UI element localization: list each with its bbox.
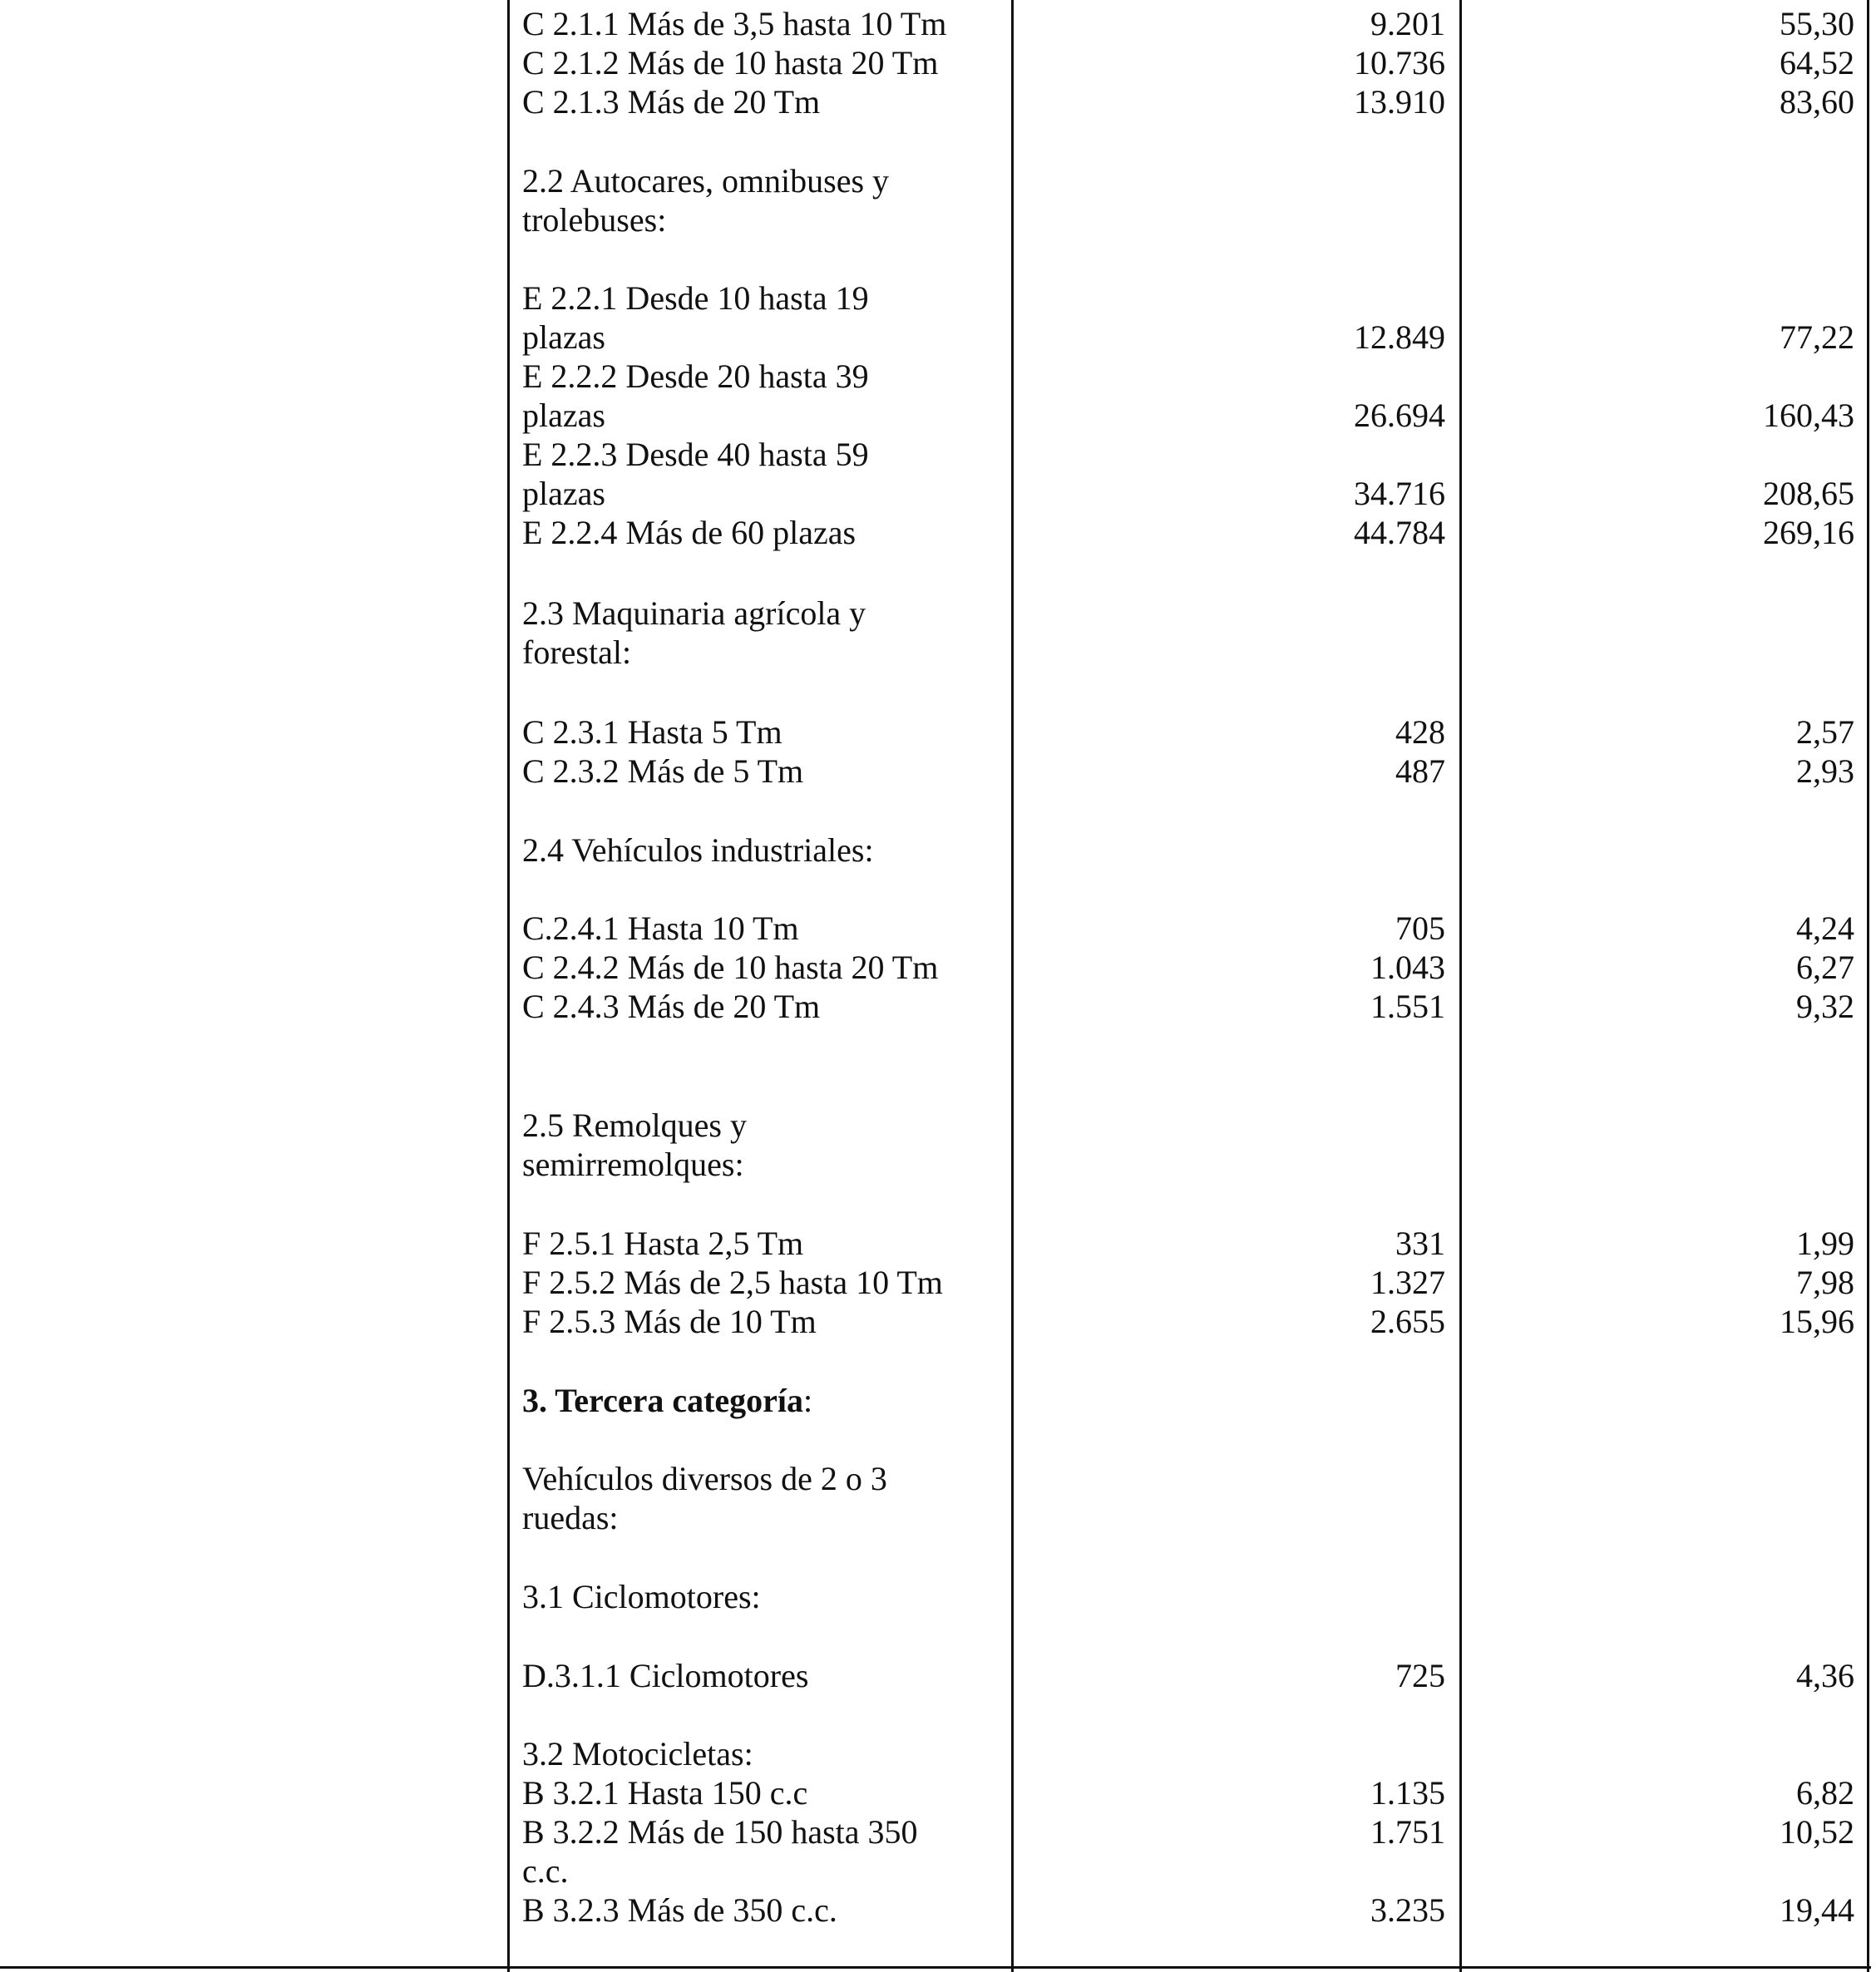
row-euros: 55,30 <box>1780 5 1854 42</box>
row-euros: 4,36 <box>1796 1657 1854 1694</box>
row-description: trolebuses: <box>522 201 667 239</box>
row-euros: 10,52 <box>1780 1813 1854 1851</box>
row-12 <box>0 594 1876 633</box>
row-0 <box>0 4 1876 43</box>
row-euros: 6,27 <box>1796 949 1854 986</box>
row-20 <box>0 1106 1876 1145</box>
row-32 <box>0 1812 1876 1851</box>
row-1 <box>0 43 1876 82</box>
row-pesetas: 12.849 <box>1354 318 1445 356</box>
row-15 <box>0 752 1876 791</box>
row-euros: 15,96 <box>1780 1303 1854 1340</box>
row-description: C 2.3.1 Hasta 5 Tm <box>522 713 782 751</box>
row-10 <box>0 474 1876 513</box>
row-30 <box>0 1734 1876 1773</box>
row-33 <box>0 1851 1876 1891</box>
row-34 <box>0 1891 1876 1930</box>
row-23 <box>0 1263 1876 1302</box>
row-pesetas: 725 <box>1395 1657 1445 1694</box>
row-5 <box>0 279 1876 318</box>
row-8 <box>0 396 1876 435</box>
row-description: F 2.5.3 Más de 10 Tm <box>522 1303 817 1340</box>
row-description: F 2.5.1 Hasta 2,5 Tm <box>522 1225 804 1262</box>
row-pesetas: 487 <box>1395 752 1445 790</box>
row-pesetas: 428 <box>1395 713 1445 751</box>
row-26 <box>0 1459 1876 1498</box>
row-3 <box>0 161 1876 200</box>
row-description: ruedas: <box>522 1499 619 1536</box>
row-euros: 2,57 <box>1796 713 1854 751</box>
row-pesetas: 1.135 <box>1370 1774 1445 1812</box>
row-17 <box>0 909 1876 948</box>
row-14 <box>0 712 1876 752</box>
row-description: C 2.1.2 Más de 10 hasta 20 Tm <box>522 44 939 81</box>
row-description: C 2.1.3 Más de 20 Tm <box>522 83 821 121</box>
row-pesetas: 13.910 <box>1354 83 1445 121</box>
row-euros: 269,16 <box>1763 514 1854 551</box>
row-description: B 3.2.2 Más de 150 hasta 350 <box>522 1813 918 1851</box>
row-pesetas: 705 <box>1395 910 1445 947</box>
row-pesetas: 1.043 <box>1370 949 1445 986</box>
row-24 <box>0 1302 1876 1341</box>
row-euros: 208,65 <box>1763 475 1854 512</box>
row-description: semirremolques: <box>522 1146 744 1183</box>
row-pesetas: 44.784 <box>1354 514 1445 551</box>
row-11 <box>0 513 1876 552</box>
row-description: c.c. <box>522 1852 569 1890</box>
row-pesetas: 9.201 <box>1370 5 1445 42</box>
row-euros: 77,22 <box>1780 318 1854 356</box>
row-19 <box>0 987 1876 1026</box>
row-18 <box>0 948 1876 987</box>
row-pesetas: 26.694 <box>1354 397 1445 434</box>
row-21 <box>0 1145 1876 1184</box>
row-9 <box>0 435 1876 474</box>
row-description: C 2.4.2 Más de 10 hasta 20 Tm <box>522 949 939 986</box>
row-euros: 4,24 <box>1796 910 1854 947</box>
row-22 <box>0 1224 1876 1263</box>
row-description: E 2.2.4 Más de 60 plazas <box>522 514 857 551</box>
row-description: C.2.4.1 Hasta 10 Tm <box>522 910 799 947</box>
row-description: 2.3 Maquinaria agrícola y <box>522 594 866 632</box>
row-euros: 64,52 <box>1780 44 1854 81</box>
row-pesetas: 3.235 <box>1370 1891 1445 1929</box>
row-description: 3.1 Ciclomotores: <box>522 1578 761 1615</box>
row-description: plazas <box>522 397 605 434</box>
row-pesetas: 1.551 <box>1370 988 1445 1025</box>
row-31 <box>0 1773 1876 1812</box>
row-description: B 3.2.3 Más de 350 c.c. <box>522 1891 837 1929</box>
row-pesetas: 10.736 <box>1354 44 1445 81</box>
row-euros: 9,32 <box>1796 988 1854 1025</box>
row-pesetas: 2.655 <box>1370 1303 1445 1340</box>
row-description: E 2.2.2 Desde 20 hasta 39 <box>522 357 869 395</box>
row-pesetas: 1.751 <box>1370 1813 1445 1851</box>
row-description: forestal: <box>522 634 632 671</box>
row-16 <box>0 831 1876 870</box>
row-description: 2.5 Remolques y <box>522 1107 747 1144</box>
row-description: C 2.3.2 Más de 5 Tm <box>522 752 804 790</box>
row-description: C 2.4.3 Más de 20 Tm <box>522 988 821 1025</box>
row-description <box>522 1381 1005 1420</box>
row-description: Vehículos diversos de 2 o 3 <box>522 1460 887 1497</box>
row-euros: 2,93 <box>1796 752 1854 790</box>
row-28 <box>0 1577 1876 1616</box>
row-pesetas: 331 <box>1395 1225 1445 1262</box>
row-4 <box>0 200 1876 239</box>
row-euros: 7,98 <box>1796 1264 1854 1301</box>
row-29 <box>0 1656 1876 1695</box>
row-euros: 160,43 <box>1763 397 1854 434</box>
table-bottom-border <box>0 1966 1871 1969</box>
row-description: D.3.1.1 Ciclomotores <box>522 1657 809 1694</box>
row-description: E 2.2.3 Desde 40 hasta 59 <box>522 436 869 473</box>
row-description: E 2.2.1 Desde 10 hasta 19 <box>522 279 869 317</box>
section-heading: 3. Tercera categoría <box>522 1382 804 1419</box>
row-euros: 83,60 <box>1780 83 1854 121</box>
row-pesetas: 34.716 <box>1354 475 1445 512</box>
row-description: plazas <box>522 318 605 356</box>
row-7 <box>0 357 1876 396</box>
row-euros: 6,82 <box>1796 1774 1854 1812</box>
row-6 <box>0 318 1876 357</box>
row-13 <box>0 633 1876 672</box>
row-27 <box>0 1498 1876 1537</box>
row-description: B 3.2.1 Hasta 150 c.c <box>522 1774 808 1812</box>
row-25 <box>0 1381 1876 1420</box>
row-2 <box>0 82 1876 121</box>
row-description: plazas <box>522 475 605 512</box>
section-heading-colon: : <box>803 1382 813 1419</box>
row-description: 3.2 Motocicletas: <box>522 1735 753 1772</box>
row-description: F 2.5.2 Más de 2,5 hasta 10 Tm <box>522 1264 943 1301</box>
row-euros: 19,44 <box>1780 1891 1854 1929</box>
row-description: C 2.1.1 Más de 3,5 hasta 10 Tm <box>522 5 947 42</box>
row-description: 2.2 Autocares, omnibuses y <box>522 162 890 200</box>
row-euros: 1,99 <box>1796 1225 1854 1262</box>
row-description: 2.4 Vehículos industriales: <box>522 831 874 869</box>
row-pesetas: 1.327 <box>1370 1264 1445 1301</box>
